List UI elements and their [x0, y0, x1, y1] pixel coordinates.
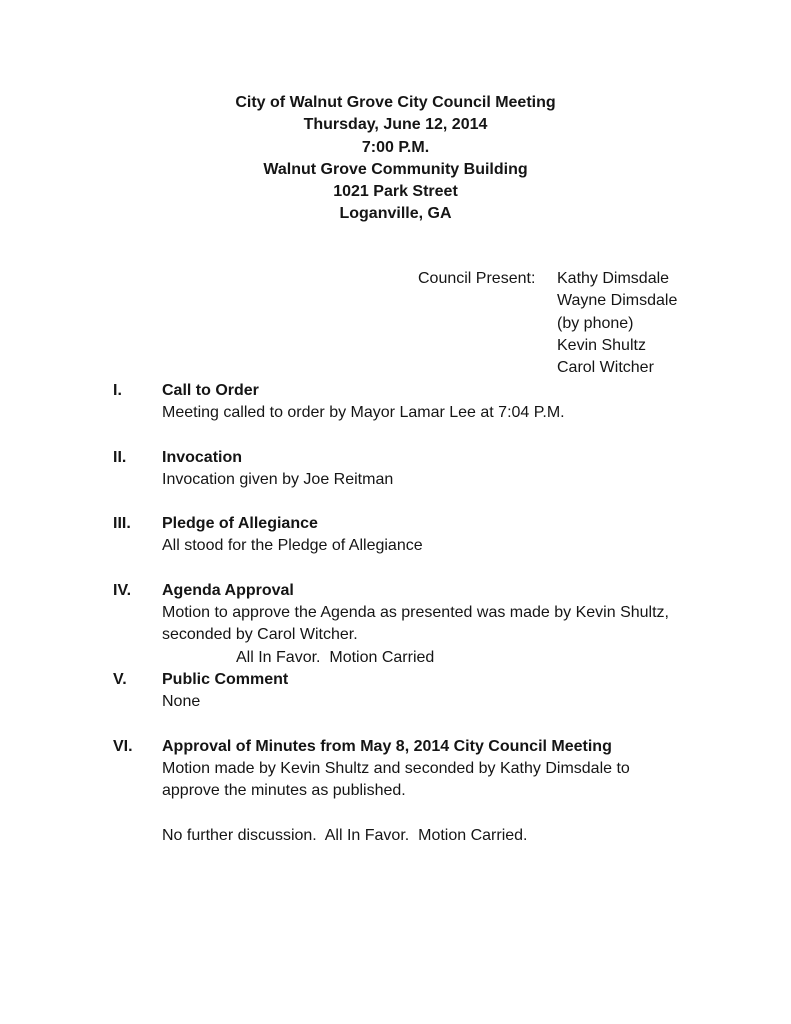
text-line: approve the minutes as published. — [162, 782, 406, 800]
attendee-name: Kevin Shultz — [557, 336, 646, 354]
header-line: City of Walnut Grove City Council Meeting — [235, 94, 556, 111]
agenda-item-title: Approval of Minutes from May 8, 2014 City Council Meeting — [162, 737, 612, 755]
agenda-item-i — [113, 380, 753, 425]
document-header — [0, 92, 791, 226]
agenda-list — [113, 380, 753, 847]
agenda-item-iv — [113, 580, 753, 669]
agenda-item-content — [162, 447, 753, 492]
text-line: None — [162, 693, 201, 711]
council-present-label: Council Present: — [418, 270, 536, 287]
header-line: Thursday, June 12, 2014 — [303, 116, 488, 134]
agenda-paragraph — [162, 691, 753, 713]
text-line: All stood for the Pledge of Allegiance — [162, 537, 423, 555]
text-line: Invocation given by Joe Reitman — [162, 470, 394, 488]
attendee-name: Kathy Dimsdale — [557, 270, 670, 287]
council-present-names — [557, 268, 677, 379]
agenda-item-numeral: III. — [113, 515, 131, 533]
agenda-paragraph — [162, 825, 753, 847]
agenda-paragraph — [162, 758, 753, 803]
agenda-item-content — [162, 580, 753, 669]
vote-result-line: All In Favor. Motion Carried — [236, 648, 435, 666]
agenda-item-vi — [113, 736, 753, 847]
agenda-item-title: Pledge of Allegiance — [162, 515, 318, 533]
header-line: 1021 Park Street — [333, 183, 458, 201]
agenda-item-numeral: I. — [113, 382, 122, 399]
agenda-item-v — [113, 669, 753, 714]
attendee-name: (by phone) — [557, 314, 634, 332]
agenda-paragraph — [162, 535, 753, 557]
agenda-item-title: Public Comment — [162, 670, 289, 688]
agenda-item-title: Call to Order — [162, 382, 259, 399]
agenda-item-content — [162, 513, 753, 558]
agenda-item-content — [162, 669, 753, 714]
agenda-item-title: Invocation — [162, 448, 243, 466]
text-line: Motion to approve the Agenda as presented was made by Kevin Shultz, — [162, 604, 669, 622]
agenda-item-numeral: IV. — [113, 581, 132, 599]
agenda-paragraph — [162, 402, 753, 424]
agenda-item-title: Agenda Approval — [162, 581, 294, 599]
text-line: seconded by Carol Witcher. — [162, 626, 358, 644]
text-line: Meeting called to order by Mayor Lamar Lee at 7:04 P.M. — [162, 404, 565, 422]
agenda-item-numeral: II. — [113, 448, 127, 466]
agenda-paragraph — [162, 469, 753, 491]
header-line: 7:00 P.M. — [361, 138, 430, 156]
agenda-item-iii — [113, 513, 753, 558]
header-line: Walnut Grove Community Building — [263, 160, 528, 178]
agenda-item-content — [162, 736, 753, 847]
text-line: Motion made by Kevin Shultz and seconded by Kathy Dimsdale to — [162, 759, 630, 777]
agenda-item-ii — [113, 447, 753, 492]
attendee-name: Carol Witcher — [557, 359, 654, 377]
header-line: Loganville, GA — [339, 205, 452, 223]
agenda-item-content — [162, 380, 753, 425]
attendee-name: Wayne Dimsdale — [557, 292, 678, 310]
agenda-item-numeral: V. — [113, 670, 127, 688]
agenda-paragraph — [162, 602, 753, 647]
text-line: No further discussion. All In Favor. Motion Carried. — [162, 826, 528, 844]
agenda-item-numeral: VI. — [113, 737, 133, 755]
